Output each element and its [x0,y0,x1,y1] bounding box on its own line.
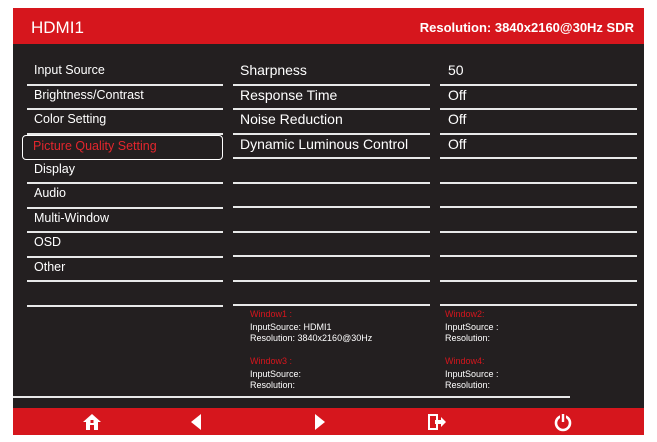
empty-row [233,184,430,209]
window2-resolution: Resolution: [445,333,491,343]
empty-row [440,184,637,209]
window2-info [445,309,499,344]
window4-resolution: Resolution: [445,380,491,390]
window2-input: InputSource : [445,322,499,332]
setting-name-dynamic-luminous-control[interactable]: Dynamic Luminous Control [233,135,430,160]
exit-icon[interactable] [426,412,448,432]
footer-bar [13,408,644,435]
empty-row [440,159,637,184]
empty-row [233,233,430,258]
empty-row [440,282,637,307]
menu-item-audio[interactable]: Audio [27,184,223,209]
setting-name-sharpness[interactable]: Sharpness [233,61,430,86]
header-bar [13,8,644,44]
window3-input: InputSource: [250,369,302,379]
window1-resolution: Resolution: 3840x2160@30Hz [250,333,373,343]
menu-item-osd[interactable]: OSD [27,233,223,258]
setting-value-sharpness[interactable]: 50 [440,61,637,86]
empty-row [440,233,637,258]
empty-row [440,208,637,233]
window4-input: InputSource : [445,369,499,379]
window3-info [250,356,301,391]
resolution-info: Resolution: 3840x2160@30Hz SDR [419,20,634,35]
empty-row [233,159,430,184]
window3-resolution: Resolution: [250,380,296,390]
setting-value-noise-reduction[interactable]: Off [440,110,637,135]
setting-values-column [440,61,637,306]
menu-item-multi-window[interactable]: Multi-Window [27,209,223,234]
menu-item-other[interactable]: Other [27,258,223,283]
setting-value-response-time[interactable]: Off [440,86,637,111]
setting-name-response-time[interactable]: Response Time [233,86,430,111]
bottom-divider [13,396,570,398]
menu-item-empty [27,282,223,307]
menu-item-display[interactable]: Display [27,160,223,185]
empty-row [233,257,430,282]
osd-panel [13,8,644,435]
right-arrow-icon[interactable] [308,412,330,432]
window4-info [445,356,499,391]
input-source-title: HDMI1 [31,18,84,37]
power-icon[interactable] [552,412,574,432]
empty-row [233,208,430,233]
menu-item-color-setting[interactable]: Color Setting [27,110,223,135]
window1-info [250,309,372,344]
window4-title: Window4: [445,356,485,366]
setting-value-dynamic-luminous-control[interactable]: Off [440,135,637,160]
left-arrow-icon[interactable] [186,412,208,432]
home-icon[interactable] [81,412,103,432]
menu-item-brightness-contrast[interactable]: Brightness/Contrast [27,86,223,111]
window1-input: InputSource: HDMI1 [250,322,332,332]
empty-row [440,257,637,282]
window3-title: Window3 : [250,356,293,366]
window1-title: Window1 : [250,309,293,319]
setting-names-column [233,61,430,306]
menu-item-input-source[interactable]: Input Source [27,61,223,86]
setting-name-noise-reduction[interactable]: Noise Reduction [233,110,430,135]
empty-row [233,282,430,307]
window2-title: Window2: [445,309,485,319]
main-menu [27,61,223,307]
menu-item-picture-quality-setting[interactable]: Picture Quality Setting [22,135,223,160]
